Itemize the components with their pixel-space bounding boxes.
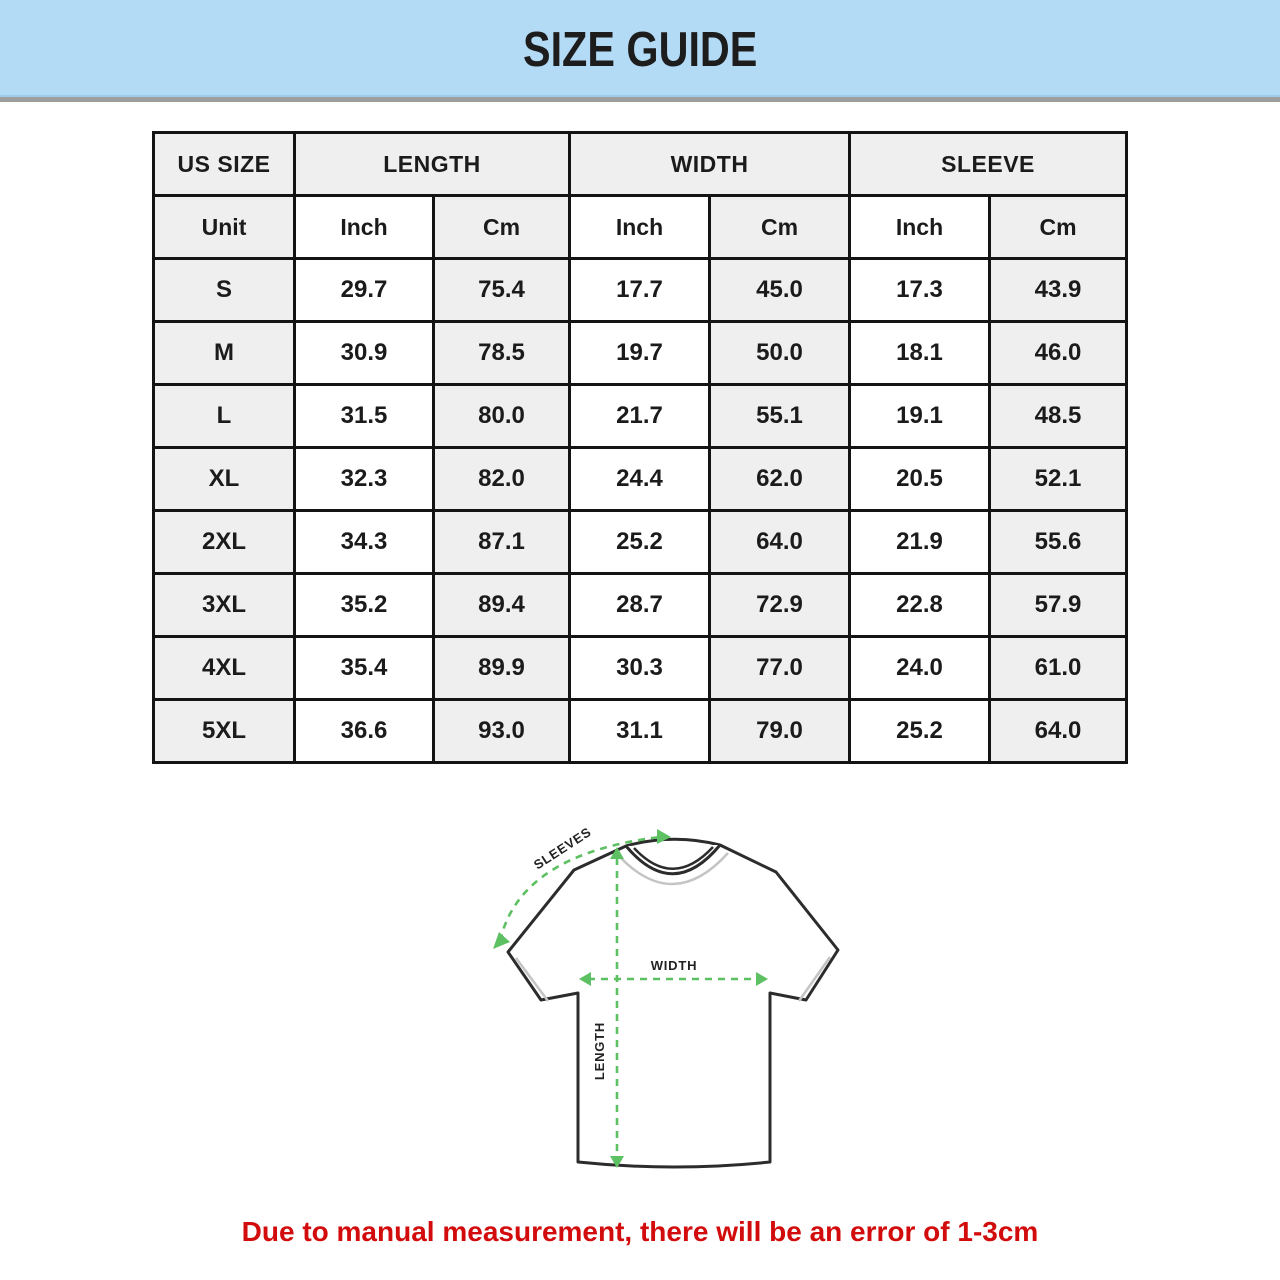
tshirt-diagram-svg	[468, 810, 880, 1192]
value-cell: 72.9	[710, 574, 850, 637]
value-cell: 64.0	[990, 700, 1127, 763]
column-header-length: LENGTH	[295, 133, 570, 196]
value-cell: 19.1	[850, 385, 990, 448]
table-row-4xl	[154, 637, 1127, 700]
value-cell: 21.7	[570, 385, 710, 448]
length-cm-header: Cm	[434, 196, 570, 259]
value-cell: 57.9	[990, 574, 1127, 637]
value-cell: 48.5	[990, 385, 1127, 448]
value-cell: 19.7	[570, 322, 710, 385]
tshirt-measurement-diagram	[468, 810, 880, 1192]
length-inch-header: Inch	[295, 196, 434, 259]
column-header-sleeve: SLEEVE	[850, 133, 1127, 196]
value-cell: 45.0	[710, 259, 850, 322]
value-cell: 30.3	[570, 637, 710, 700]
column-header-width: WIDTH	[570, 133, 850, 196]
sleeve-cm-header: Cm	[990, 196, 1127, 259]
value-cell: 82.0	[434, 448, 570, 511]
value-cell: 25.2	[850, 700, 990, 763]
value-cell: 89.4	[434, 574, 570, 637]
value-cell: 31.1	[570, 700, 710, 763]
value-cell: 22.8	[850, 574, 990, 637]
width-inch-header: Inch	[570, 196, 710, 259]
value-cell: 21.9	[850, 511, 990, 574]
unit-label: Unit	[154, 196, 295, 259]
value-cell: 35.2	[295, 574, 434, 637]
table-row-5xl	[154, 700, 1127, 763]
unit-header-row	[154, 196, 1127, 259]
table-row-2xl	[154, 511, 1127, 574]
value-cell: 55.1	[710, 385, 850, 448]
size-cell: S	[154, 259, 295, 322]
value-cell: 17.3	[850, 259, 990, 322]
value-cell: 43.9	[990, 259, 1127, 322]
size-cell: 3XL	[154, 574, 295, 637]
value-cell: 24.4	[570, 448, 710, 511]
value-cell: 52.1	[990, 448, 1127, 511]
value-cell: 55.6	[990, 511, 1127, 574]
value-cell: 32.3	[295, 448, 434, 511]
page-title: SIZE GUIDE	[522, 20, 758, 77]
table-row-3xl	[154, 574, 1127, 637]
sleeve-inch-header: Inch	[850, 196, 990, 259]
size-chart-table	[152, 131, 1128, 764]
value-cell: 35.4	[295, 637, 434, 700]
value-cell: 62.0	[710, 448, 850, 511]
value-cell: 36.6	[295, 700, 434, 763]
value-cell: 79.0	[710, 700, 850, 763]
value-cell: 80.0	[434, 385, 570, 448]
value-cell: 89.9	[434, 637, 570, 700]
value-cell: 25.2	[570, 511, 710, 574]
table-row-xl	[154, 448, 1127, 511]
value-cell: 64.0	[710, 511, 850, 574]
width-label: WIDTH	[650, 958, 698, 973]
value-cell: 30.9	[295, 322, 434, 385]
value-cell: 78.5	[434, 322, 570, 385]
size-cell: 2XL	[154, 511, 295, 574]
value-cell: 31.5	[295, 385, 434, 448]
value-cell: 46.0	[990, 322, 1127, 385]
tshirt-outline	[508, 839, 838, 1167]
width-cm-header: Cm	[710, 196, 850, 259]
value-cell: 24.0	[850, 637, 990, 700]
value-cell: 50.0	[710, 322, 850, 385]
value-cell: 28.7	[570, 574, 710, 637]
value-cell: 75.4	[434, 259, 570, 322]
size-cell: L	[154, 385, 295, 448]
table-row-m	[154, 322, 1127, 385]
sleeves-label: SLEEVES	[530, 824, 595, 873]
table-row-s	[154, 259, 1127, 322]
value-cell: 77.0	[710, 637, 850, 700]
size-guide-banner	[0, 0, 1280, 102]
value-cell: 17.7	[570, 259, 710, 322]
value-cell: 61.0	[990, 637, 1127, 700]
table-header-row	[154, 133, 1127, 196]
value-cell: 20.5	[850, 448, 990, 511]
table-row-l	[154, 385, 1127, 448]
length-label: LENGTH	[592, 1021, 607, 1081]
size-cell: XL	[154, 448, 295, 511]
size-cell: 4XL	[154, 637, 295, 700]
value-cell: 93.0	[434, 700, 570, 763]
value-cell: 34.3	[295, 511, 434, 574]
value-cell: 87.1	[434, 511, 570, 574]
measurement-disclaimer: Due to manual measurement, there will be an error of 1-3cm	[241, 1216, 1039, 1247]
value-cell: 29.7	[295, 259, 434, 322]
size-cell: M	[154, 322, 295, 385]
size-cell: 5XL	[154, 700, 295, 763]
value-cell: 18.1	[850, 322, 990, 385]
column-header-us-size: US SIZE	[154, 133, 295, 196]
